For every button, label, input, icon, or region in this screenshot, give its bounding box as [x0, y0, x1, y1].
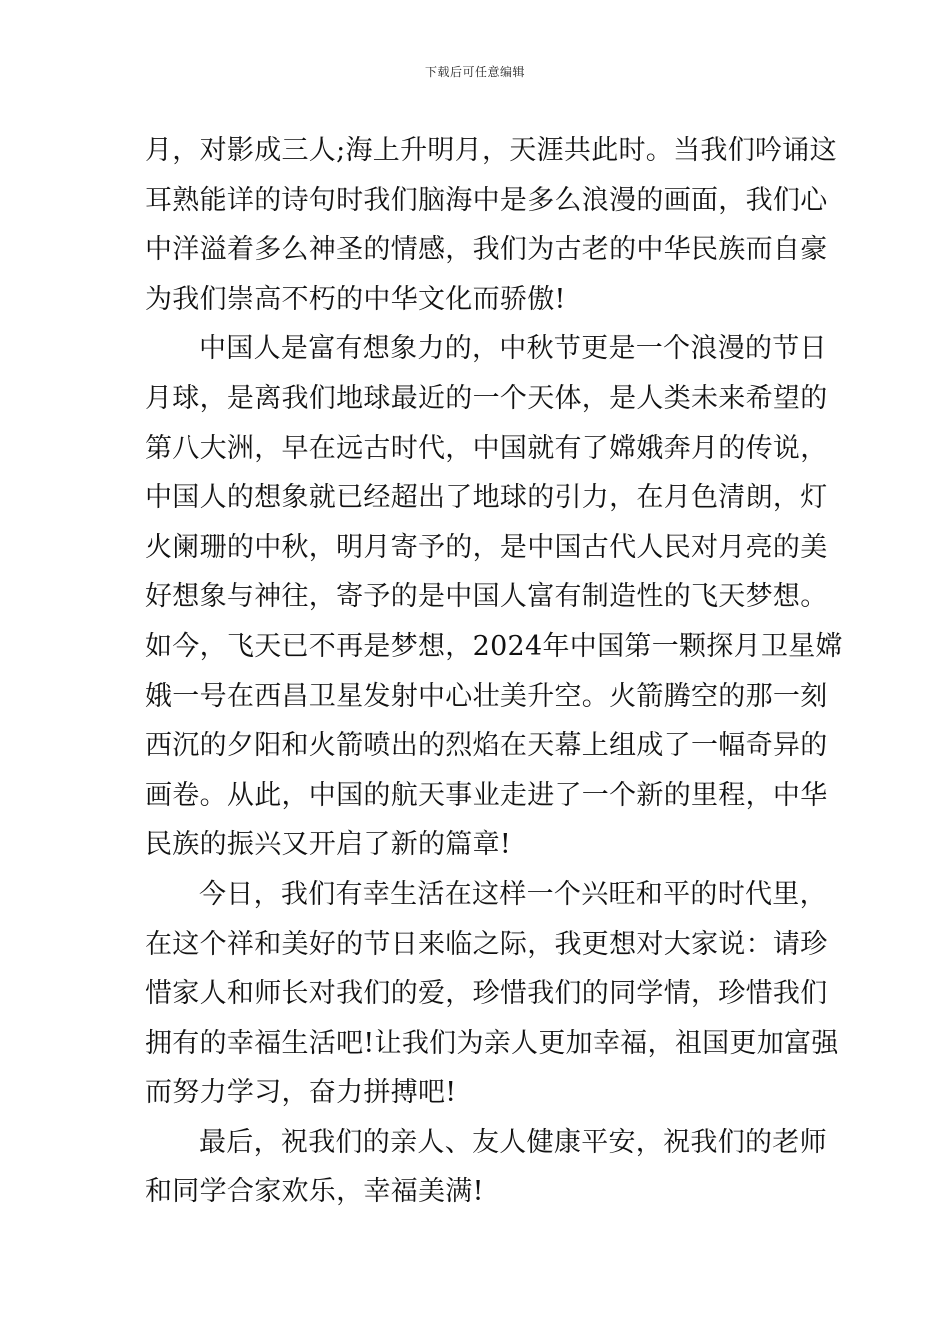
page-header: 下载后可任意编辑	[424, 65, 525, 79]
text-line: 耳熟能详的诗句时我们脑海中是多么浪漫的画面，我们心	[145, 184, 828, 216]
text-line: 月，对影成三人;海上升明月，天涯共此时。当我们吟诵这	[145, 135, 837, 166]
paragraph-first-line: 中国人是富有想象力的，中秋节更是一个浪漫的节日	[199, 333, 827, 365]
paragraph-first-line: 今日，我们有幸生活在这样一个兴旺和平的时代里，	[199, 878, 827, 910]
text-line: 西沉的夕阳和火箭喷出的烈焰在天幕上组成了一幅奇异的	[145, 730, 828, 762]
document-body	[145, 126, 843, 1217]
paragraph-first-line: 最后，祝我们的亲人、友人健康平安，祝我们的老师	[199, 1126, 827, 1158]
text-line: 拥有的幸福生活吧!让我们为亲人更加幸福，祖国更加富强	[145, 1027, 839, 1059]
text-line: 而努力学习，奋力拼搏吧!	[145, 1077, 457, 1109]
text-line: 中国人的想象就已经超出了地球的引力，在月色清朗，灯	[145, 482, 828, 514]
text-line: 娥一号在西昌卫星发射中心壮美升空。火箭腾空的那一刻	[145, 680, 828, 712]
text-line: 好想象与神往，寄予的是中国人富有制造性的飞天梦想。	[145, 581, 828, 613]
text-line: 中洋溢着多么神圣的情感，我们为古老的中华民族而自豪	[145, 234, 828, 266]
text-line: 月球，是离我们地球最近的一个天体，是人类未来希望的	[145, 382, 828, 414]
text-line: 民族的振兴又开启了新的篇章!	[145, 829, 512, 861]
text-line: 为我们崇高不朽的中华文化而骄傲!	[145, 283, 566, 315]
text-line: 和同学合家欢乐，幸福美满!	[145, 1176, 484, 1208]
text-line: 在这个祥和美好的节日来临之际，我更想对大家说：请珍	[145, 928, 828, 960]
text-line: 画卷。从此，中国的航天事业走进了一个新的里程，中华	[145, 779, 828, 811]
text-line: 火阑珊的中秋，明月寄予的，是中国古代人民对月亮的美	[145, 531, 828, 563]
text-line: 第八大洲，早在远古时代，中国就有了嫦娥奔月的传说，	[145, 432, 828, 464]
text-line: 惜家人和师长对我们的爱，珍惜我们的同学情，珍惜我们	[145, 978, 828, 1010]
text-line: 如今，飞天已不再是梦想，2024年中国第一颗探月卫星嫦	[145, 630, 843, 662]
